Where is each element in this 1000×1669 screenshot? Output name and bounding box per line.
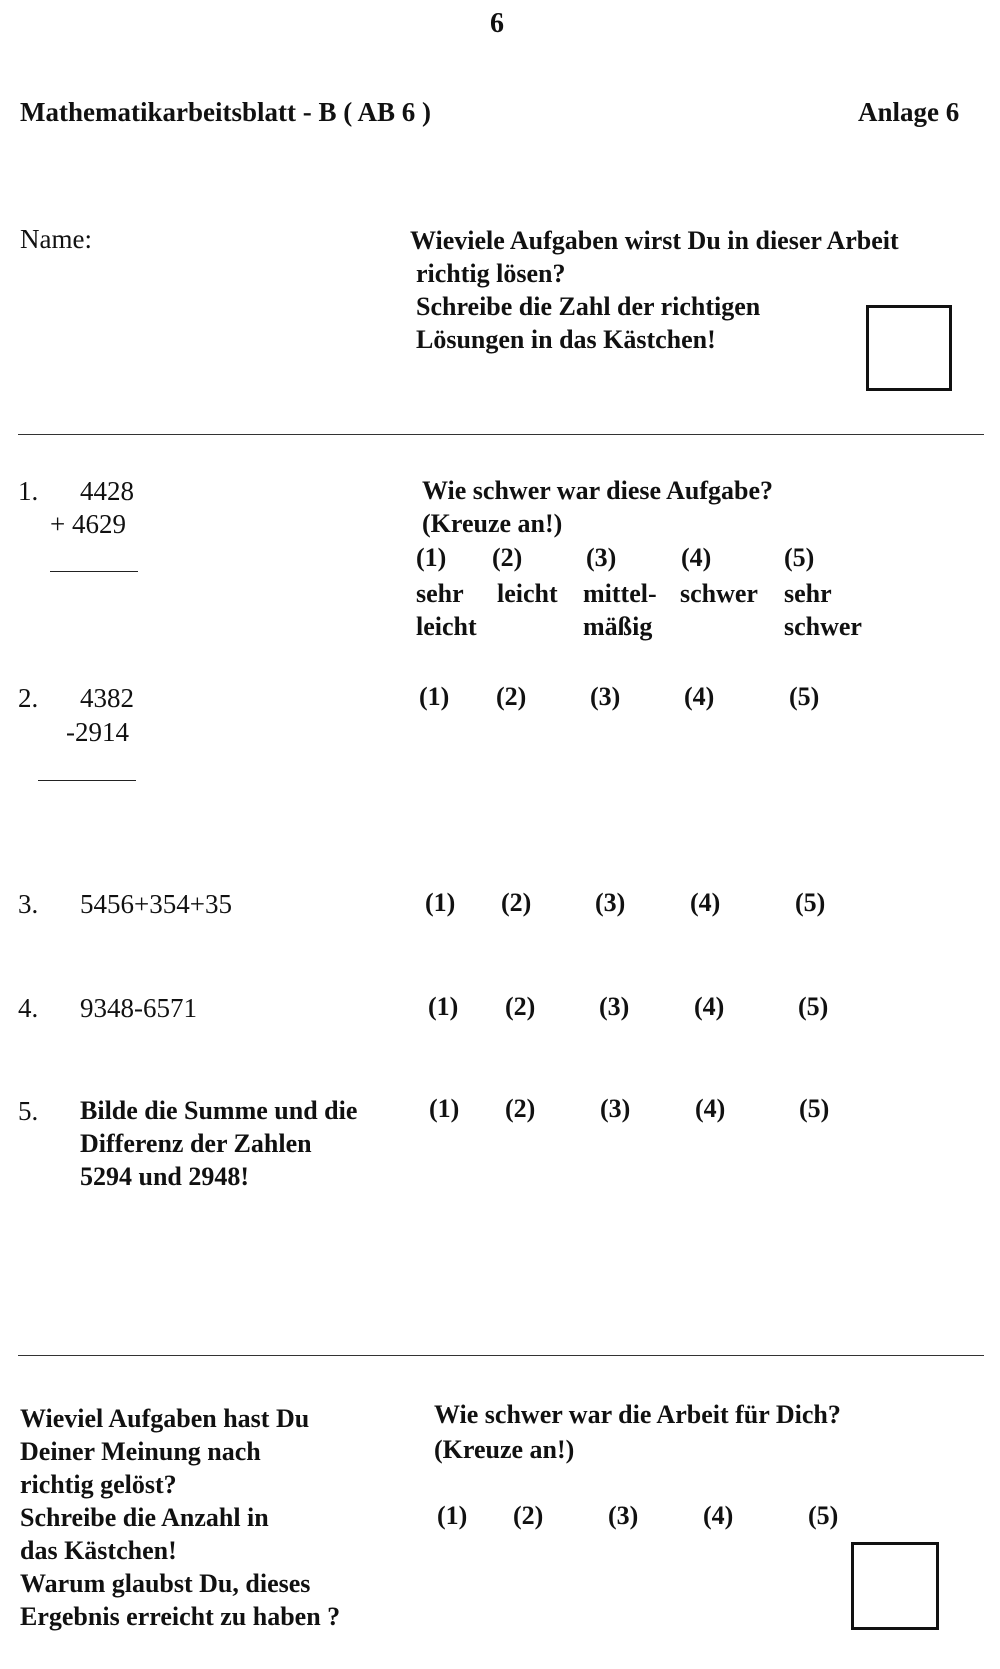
rating-option-2[interactable]: (2): [496, 682, 527, 711]
prediction-line: Lösungen in das Kästchen!: [416, 325, 716, 354]
scale-label-text: sehr: [784, 579, 832, 608]
rating-option-5[interactable]: (5): [795, 888, 826, 917]
difficulty-question: Wie schwer war diese Aufgabe?: [422, 476, 773, 505]
task-5-line: Differenz der Zahlen: [80, 1129, 312, 1158]
rating-option-2[interactable]: (2): [501, 888, 532, 917]
scale-label-5: [784, 577, 862, 643]
rating-option-4[interactable]: (4): [695, 1094, 726, 1123]
rating-option-3[interactable]: (3): [595, 888, 626, 917]
annex-label: Anlage 6: [858, 97, 960, 127]
scale-label-3: [583, 577, 657, 643]
task-1-line-1: 4428: [80, 476, 134, 506]
task-4-line-1: 9348-6571: [80, 993, 197, 1023]
task-number: 2.: [18, 683, 39, 713]
difficulty-instruction: (Kreuze an!): [422, 509, 563, 538]
rating-option-2[interactable]: (2): [505, 1094, 536, 1123]
final-line: Schreibe die Anzahl in: [20, 1503, 269, 1532]
prediction-line: richtig lösen?: [416, 259, 566, 288]
task-2-line-1: 4382: [80, 683, 134, 713]
scale-label-2: leicht: [497, 579, 558, 608]
rating-option-4[interactable]: (4): [690, 888, 721, 917]
task-5-line: 5294 und 2948!: [80, 1162, 250, 1191]
task-number: 3.: [18, 889, 39, 919]
task-number: 4.: [18, 993, 39, 1023]
scale-label-text: schwer: [784, 612, 862, 641]
final-line: Ergebnis erreicht zu haben ?: [20, 1602, 341, 1631]
divider-top: [18, 434, 984, 435]
rating-option-2[interactable]: (2): [505, 992, 536, 1021]
scale-label-text: leicht: [416, 612, 477, 641]
task-2-answer-line[interactable]: [38, 780, 136, 781]
name-label: Name:: [20, 224, 92, 254]
rating-option-5[interactable]: (5): [784, 543, 815, 572]
rating-option-5[interactable]: (5): [789, 682, 820, 711]
rating-option-4[interactable]: (4): [703, 1501, 734, 1530]
rating-option-4[interactable]: (4): [684, 682, 715, 711]
rating-option-2[interactable]: (2): [513, 1501, 544, 1530]
rating-option-3[interactable]: (3): [600, 1094, 631, 1123]
scale-label-1: [416, 577, 477, 643]
task-2-rating: [0, 682, 1000, 716]
rating-option-3[interactable]: (3): [599, 992, 630, 1021]
final-difficulty-question: Wie schwer war die Arbeit für Dich?: [434, 1400, 841, 1429]
rating-option-3[interactable]: (3): [586, 543, 617, 572]
task-1-line-2: + 4629: [50, 509, 126, 539]
rating-option-1[interactable]: (1): [429, 1094, 460, 1123]
final-rating: [0, 1501, 1000, 1535]
task-3-rating: [0, 888, 1000, 922]
rating-option-3[interactable]: (3): [590, 682, 621, 711]
scale-label-text: mäßig: [583, 612, 653, 641]
final-line: richtig gelöst?: [20, 1470, 177, 1499]
rating-option-4[interactable]: (4): [681, 543, 712, 572]
rating-option-4[interactable]: (4): [694, 992, 725, 1021]
divider-bottom: [18, 1355, 984, 1356]
rating-option-1[interactable]: (1): [425, 888, 456, 917]
worksheet-title: Mathematikarbeitsblatt - B ( AB 6 ): [20, 97, 431, 127]
prediction-question: [410, 224, 899, 356]
task-number: 5.: [18, 1096, 39, 1126]
task-number: 1.: [18, 476, 39, 506]
task-1-rating: [0, 543, 1000, 577]
task-4-rating: [0, 992, 1000, 1026]
prediction-line: Schreibe die Zahl der richtigen: [416, 292, 761, 321]
final-line: Warum glaubst Du, dieses: [20, 1569, 311, 1598]
rating-option-5[interactable]: (5): [808, 1501, 839, 1530]
final-difficulty-instruction: (Kreuze an!): [434, 1435, 575, 1464]
scale-label-text: mittel-: [583, 579, 657, 608]
prediction-line: Wieviele Aufgaben wirst Du in dieser Arbeit: [410, 226, 899, 255]
page-number: 6: [490, 8, 504, 39]
rating-option-3[interactable]: (3): [608, 1501, 639, 1530]
rating-option-5[interactable]: (5): [798, 992, 829, 1021]
final-answer-box[interactable]: [851, 1542, 939, 1630]
task-5-rating: [0, 1094, 1000, 1128]
rating-option-2[interactable]: (2): [492, 543, 523, 572]
rating-option-5[interactable]: (5): [799, 1094, 830, 1123]
prediction-answer-box[interactable]: [866, 305, 952, 391]
task-2-line-2: -2914: [66, 717, 129, 747]
rating-option-1[interactable]: (1): [416, 543, 447, 572]
scale-label-text: sehr: [416, 579, 464, 608]
task-5-line: Bilde die Summe und die: [80, 1096, 358, 1125]
scale-label-4: schwer: [680, 579, 758, 608]
rating-option-1[interactable]: (1): [428, 992, 459, 1021]
rating-option-1[interactable]: (1): [437, 1501, 468, 1530]
final-line: das Kästchen!: [20, 1536, 177, 1565]
rating-option-1[interactable]: (1): [419, 682, 450, 711]
final-line: Deiner Meinung nach: [20, 1437, 261, 1466]
task-3-line-1: 5456+354+35: [80, 889, 232, 919]
final-line: Wieviel Aufgaben hast Du: [20, 1404, 310, 1433]
